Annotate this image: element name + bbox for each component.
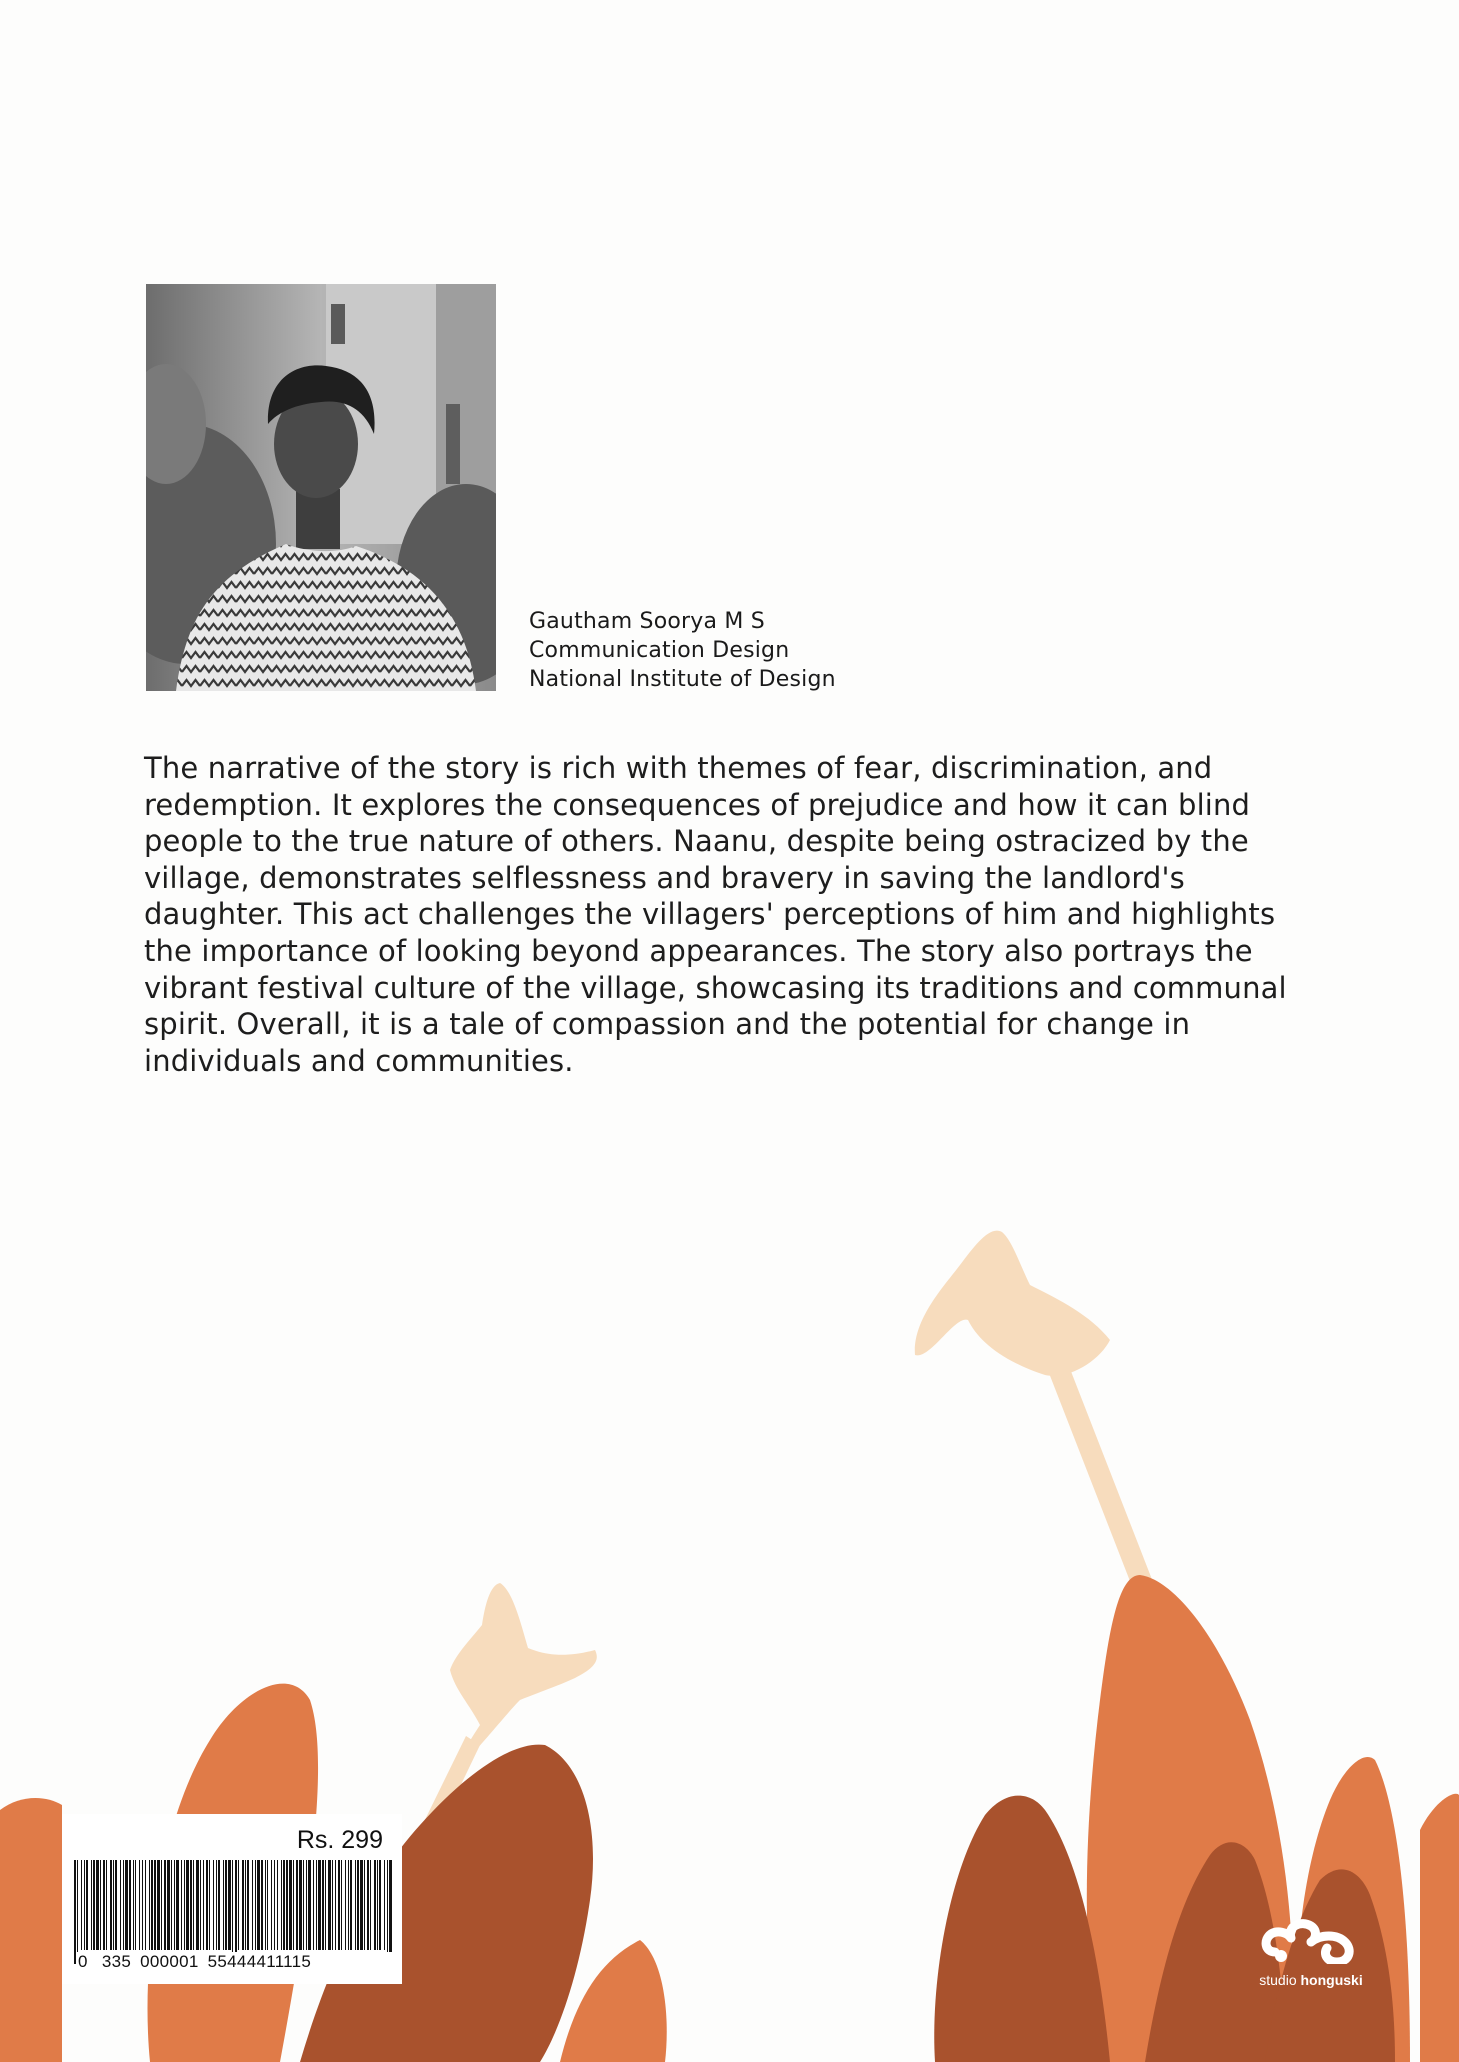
barcode-bar [218,1860,220,1950]
barcode-bar [171,1860,172,1950]
barcode-bar [364,1860,365,1950]
barcode-bar [145,1860,146,1950]
barcode-bar [74,1860,76,1964]
barcode-bar [154,1860,156,1950]
publisher-logo [1236,1912,1386,1988]
barcode-digit-group: 335 [101,1952,132,1971]
barcode-bar [316,1860,317,1950]
barcode-bar [350,1860,352,1950]
barcode-bar [360,1860,363,1950]
barcode-bar [242,1860,244,1950]
barcode-bar [265,1860,266,1950]
barcode-bar [223,1860,224,1950]
barcode-bar [151,1860,153,1950]
right-pale-flower [915,1231,1110,1376]
barcode-bar [370,1860,371,1950]
book-blurb: The narrative of the story is rich with themes of fear, discrimination, and redemption. It explores the consequences of prejudice and how it can blind people to the true nature of others. Naanu, despite being ostracized by the village, demonstrates selflessness and bravery in saving the landlord's daughter. This act challenges the villagers' perceptions of him and highlights the importance of looking beyond appearances. The story also portrays the vibrant festival culture of the village, showcasing its traditions and communal spirit. Overall, it is a tale of compassion and the potential for change in individuals and communities. [144,751,1287,1078]
barcode-bar [322,1860,324,1950]
barcode-bar [299,1860,302,1950]
barcode-bar [142,1860,143,1950]
barcode-bar [267,1860,268,1950]
barcode-bar [123,1860,124,1950]
barcode-bar [164,1860,166,1950]
barcode-bar [252,1860,253,1950]
barcode-bar [274,1860,275,1950]
barcode-bar [125,1860,128,1950]
author-credit [529,607,836,694]
barcode-bars [74,1860,392,1964]
price-label: Rs. 299 [296,1826,383,1854]
publisher-name [1236,1972,1386,1988]
barcode-bar [308,1860,311,1950]
barcode-bar [103,1860,105,1950]
barcode-bar [81,1860,82,1950]
barcode-bar [235,1860,237,1964]
barcode-box [62,1814,402,1984]
barcode-bar [113,1860,114,1950]
author-photo [146,284,496,691]
barcode-bar [296,1860,298,1950]
barcode-bar [120,1860,121,1950]
right-pale-stalk [1040,1338,1160,1612]
barcode-bar [84,1860,85,1950]
barcode-bar [348,1860,349,1950]
barcode-bar [110,1860,112,1950]
barcode-bar [167,1860,170,1950]
barcode-bar [377,1860,378,1950]
right-leaf-mid-edge [1420,1794,1459,2062]
barcode-bar [384,1860,385,1950]
barcode-bar [193,1860,194,1950]
barcode-bar [238,1860,239,1950]
barcode-bar [245,1860,246,1950]
barcode-bar [328,1860,331,1950]
barcode-bar [341,1860,342,1950]
barcode-bar [106,1860,107,1950]
barcode-bar [303,1860,304,1950]
barcode-digits [76,1952,394,1972]
author-institute: National Institute of Design [529,667,836,692]
barcode-bar [357,1860,359,1950]
barcode-bar [216,1860,217,1950]
barcode-bar [318,1860,321,1950]
barcode-bar [100,1860,101,1950]
barcode-bar [86,1860,88,1950]
barcode-bar [332,1860,333,1950]
barcode-bar [213,1860,214,1950]
barcode-bar [161,1860,162,1950]
barcode-bar [355,1860,356,1950]
publisher-name-prefix: studio [1259,1972,1297,1988]
barcode-bar [93,1860,95,1950]
left-leaf-mid-small [0,1798,62,2062]
barcode-bar [203,1860,204,1950]
barcode-bar [200,1860,201,1950]
barcode-bar [184,1860,185,1950]
barcode-bar [289,1860,292,1950]
right-leaf-dark-left [934,1796,1110,2062]
barcode-bar [389,1860,392,1964]
barcode-bar [374,1860,376,1950]
barcode-bar [157,1860,160,1950]
barcode-bar [225,1860,227,1950]
barcode-bar [186,1860,189,1950]
barcode-bar [345,1860,346,1950]
barcode-bar [174,1860,175,1950]
barcode-bar [209,1860,210,1950]
barcode-bar [176,1860,179,1950]
barcode-bar [190,1860,192,1950]
left-pale-flower [450,1583,597,1770]
barcode-bar [115,1860,117,1950]
barcode-bar [133,1860,134,1950]
author-department: Communication Design [529,638,790,663]
barcode-bar [271,1860,272,1950]
barcode-bar [335,1860,336,1950]
barcode-bar [247,1860,249,1950]
barcode-bar [96,1860,99,1950]
barcode-digit-group: 55444411115 [207,1952,312,1971]
barcode-bar [257,1860,260,1950]
author-name: Gautham Soorya M S [529,609,765,634]
barcode-bar [338,1860,340,1950]
barcode-bar [135,1860,136,1950]
barcode-bar [149,1860,150,1950]
publisher-logo-icon [1261,1912,1361,1964]
barcode-bar [387,1860,388,1964]
barcode-bar [181,1860,182,1950]
barcode-bar [367,1860,369,1950]
barcode-bar [129,1860,131,1950]
barcode-bar [261,1860,263,1950]
barcode-bar [228,1860,231,1950]
barcode-bar [313,1860,314,1950]
barcode-bar [91,1860,92,1950]
barcode-digit-group: 0 [78,1952,88,1971]
barcode-bar [293,1860,294,1950]
barcode-bar [255,1860,256,1950]
barcode-bar [77,1860,78,1964]
barcode-bar [325,1860,326,1950]
barcode-bar [232,1860,233,1964]
barcode-bar [281,1860,282,1950]
barcode-bar [306,1860,307,1950]
barcode-bar [196,1860,199,1950]
publisher-name-bold: honguski [1300,1972,1363,1988]
barcode-bar [283,1860,285,1950]
barcode-bar [379,1860,381,1950]
barcode-bar [206,1860,208,1950]
barcode-bar [277,1860,278,1950]
barcode-bar [286,1860,288,1950]
barcode-bar [139,1860,140,1950]
barcode-digit-group: 000001 [140,1952,199,1971]
